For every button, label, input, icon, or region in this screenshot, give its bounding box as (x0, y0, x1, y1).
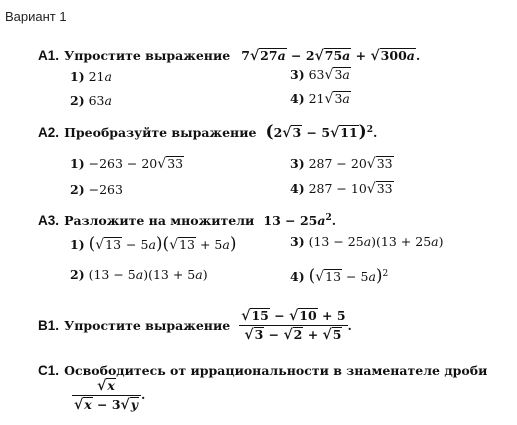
task-a2-text: Преобразуйте выражение (64, 125, 257, 140)
task-a3-text: Разложите на множители (64, 213, 255, 228)
task-a2-label: A2. (38, 125, 60, 140)
task-a2 (38, 122, 377, 142)
task-b1-label: B1. (38, 318, 60, 333)
a1-option-1: 1) 21a (70, 69, 112, 84)
a2-option-2: 2) −263 (70, 182, 123, 197)
a2-option-1: 1) −263 − 20√33 (70, 156, 184, 172)
task-a3-expression: $13 - 25a^2$. (263, 212, 337, 228)
a3-option-4: 4) $(√13 - 5a)^2$ (290, 266, 389, 286)
a3-option-2: 2) (13 − 5a)(13 + 5a) (70, 267, 208, 282)
task-b1: B1. Упростите выражение $\frac{√15 - √10 + 5}{√3 - √2 + √5}$ . (38, 308, 352, 343)
task-a3 (38, 210, 336, 229)
task-c1-label: C1. (38, 363, 60, 378)
task-c1-fraction: $\frac{√x}{√x - 3√y}$ . (74, 378, 146, 413)
a1-option-3: 3) 63√3a (290, 67, 350, 83)
task-a1-text: Упростите выражение (64, 48, 231, 63)
task-a3-label: A3. (38, 213, 60, 228)
task-c1-text: Освободитесь от иррациональности в знаменателе дроби (64, 363, 488, 378)
a2-option-3: 3) 287 − 20√33 (290, 156, 393, 172)
task-b1-text: Упростите выражение (64, 318, 231, 333)
a3-option-1: 1) (√13 − 5a)(√13 + 5a) (70, 234, 237, 254)
variant-title: Вариант 1 (5, 9, 67, 24)
task-a1 (38, 45, 420, 64)
task-a1-label: A1. (38, 48, 60, 63)
a3-option-3: 3) (13 − 25a)(13 + 25a) (290, 234, 444, 249)
task-a2-expression: $(2√3 - 5√11)^2$. (265, 122, 378, 142)
a2-option-4: 4) 287 − 10√33 (290, 181, 393, 197)
a1-option-2: 2) 63a (70, 93, 112, 108)
a1-option-4: 4) 21√3a (290, 91, 350, 107)
task-a1-expression: 7√27a − 2√75a + √300a. (241, 48, 421, 64)
task-b1-fraction: $\frac{√15 - √10 + 5}{√3 - √2 + √5}$ (241, 308, 346, 343)
task-c1 (38, 360, 487, 379)
